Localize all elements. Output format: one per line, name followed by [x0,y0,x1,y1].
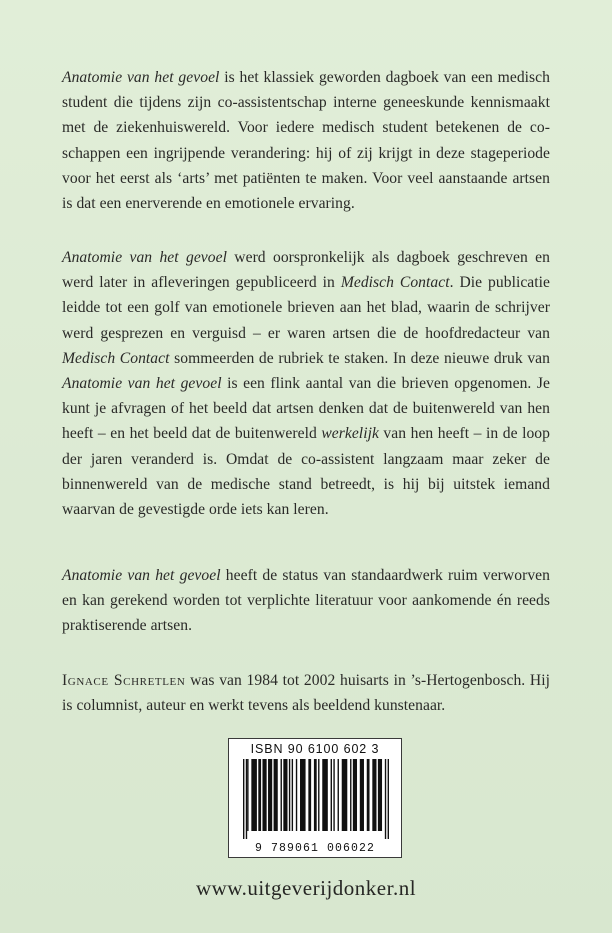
barcode-bar [283,759,287,831]
blurb-paragraph-3 [62,563,550,639]
book-title-italic: Anatomie van het gevoel [62,567,221,584]
barcode-bar [268,759,272,831]
barcode-bar [262,759,266,831]
blurb-text: is het klassiek geworden dagboek van een medisch student die tijdens zijn co-assistentschap interne geneeskunde kennismaakt met de ziekenhuiswereld. Voor iedere medisch student betekenen de co-schappen een ingrijpende verandering: hij of zij krijgt in deze stageperiode voor het eerst als ‘arts’ met patiënten te maken. Voor veel aanstaande artsen is dat een enerverende en emotionele ervaring. [62,69,550,213]
barcode-bar [342,759,348,831]
barcode-bar [353,759,357,831]
barcode-bars [243,759,389,839]
barcode-bar [372,759,376,831]
barcode-bar [289,759,290,831]
blurb-paragraph-2 [62,245,550,522]
barcode-bar [308,759,311,831]
emphasis-italic: werkelijk [321,425,379,443]
magazine-title-italic: Medisch Contact [340,274,450,292]
blurb-paragraph-1 [62,65,550,216]
blurb-text: is een flink aantal van die brieven opgenomen. Je kunt je afvragen of het beeld dat artsen denken dat de buitenwereld van hen heeft – en het beeld dat de buitenwereld [62,375,550,443]
barcode-bar [331,759,332,831]
barcode-bar [378,759,382,831]
barcode-guard-bar [388,759,389,839]
barcode-bar [251,759,257,831]
author-bio [62,668,550,718]
barcode-bar [333,759,334,831]
barcode-bar [247,759,248,831]
barcode-bar [360,759,364,831]
magazine-title-italic: Medisch Contact [62,349,170,367]
blurb-text: . Die publicatie leidde tot een golf van emotionele brieven aan het blad, waarin de schrijver werd gesprezen en verguisd – er waren artsen die de hoofdredacteur van [62,274,551,342]
blurb-text: werd oorspronkelijk als dagboek geschreven en werd later in afleveringen gepubliceerd in [62,249,550,292]
ean-digits: 9 789061 006022 [254,842,376,855]
barcode-guard-bar [246,759,247,839]
barcode-bar [300,759,306,831]
book-title-italic: Anatomie van het gevoel [62,249,227,266]
barcode-bar [274,759,278,831]
isbn-label: ISBN 90 6100 602 3 [250,742,380,756]
author-name: Ignace Schretlen [62,672,186,689]
barcode-bar [350,759,351,831]
blurb-text: sommeerden de rubriek te staken. In deze nieuwe druk van [169,349,550,367]
barcode-bar [296,759,297,831]
blurb-text: van hen heeft – in de loop der jaren veranderd is. Omdat de co-assistent langzaam maar zeker de binnenwereld van de medische stand betreedt, is hij bij uitstek iemand waarvan de gevestigde orde iets kan leren. [62,425,550,519]
barcode-bar [314,759,317,831]
barcode-bar [258,759,261,831]
barcode-bar [281,759,282,831]
book-title-italic: Anatomie van het gevoel [62,375,222,393]
bio-text: was van 1984 tot 2002 huisarts in ’s-Hertogenbosch. Hij is columnist, auteur en werkt tevens als beeldend kunstenaar. [62,672,550,715]
barcode-bar [322,759,328,831]
barcode-bar [338,759,339,831]
isbn-barcode [228,738,402,858]
book-title-italic: Anatomie van het gevoel [62,69,220,86]
barcode-guard-bar [385,759,386,839]
publisher-website: www.uitgeverijdonker.nl [195,876,417,900]
barcode-bar [292,759,293,831]
barcode-bar [367,759,370,831]
blurb-text: heeft de status van standaardwerk ruim verworven en kan gerekend worden tot verplichte literatuur voor aankomende én reeds praktiserende artsen. [62,567,550,635]
barcode-bar [318,759,319,831]
barcode-guard-bar [243,759,244,839]
